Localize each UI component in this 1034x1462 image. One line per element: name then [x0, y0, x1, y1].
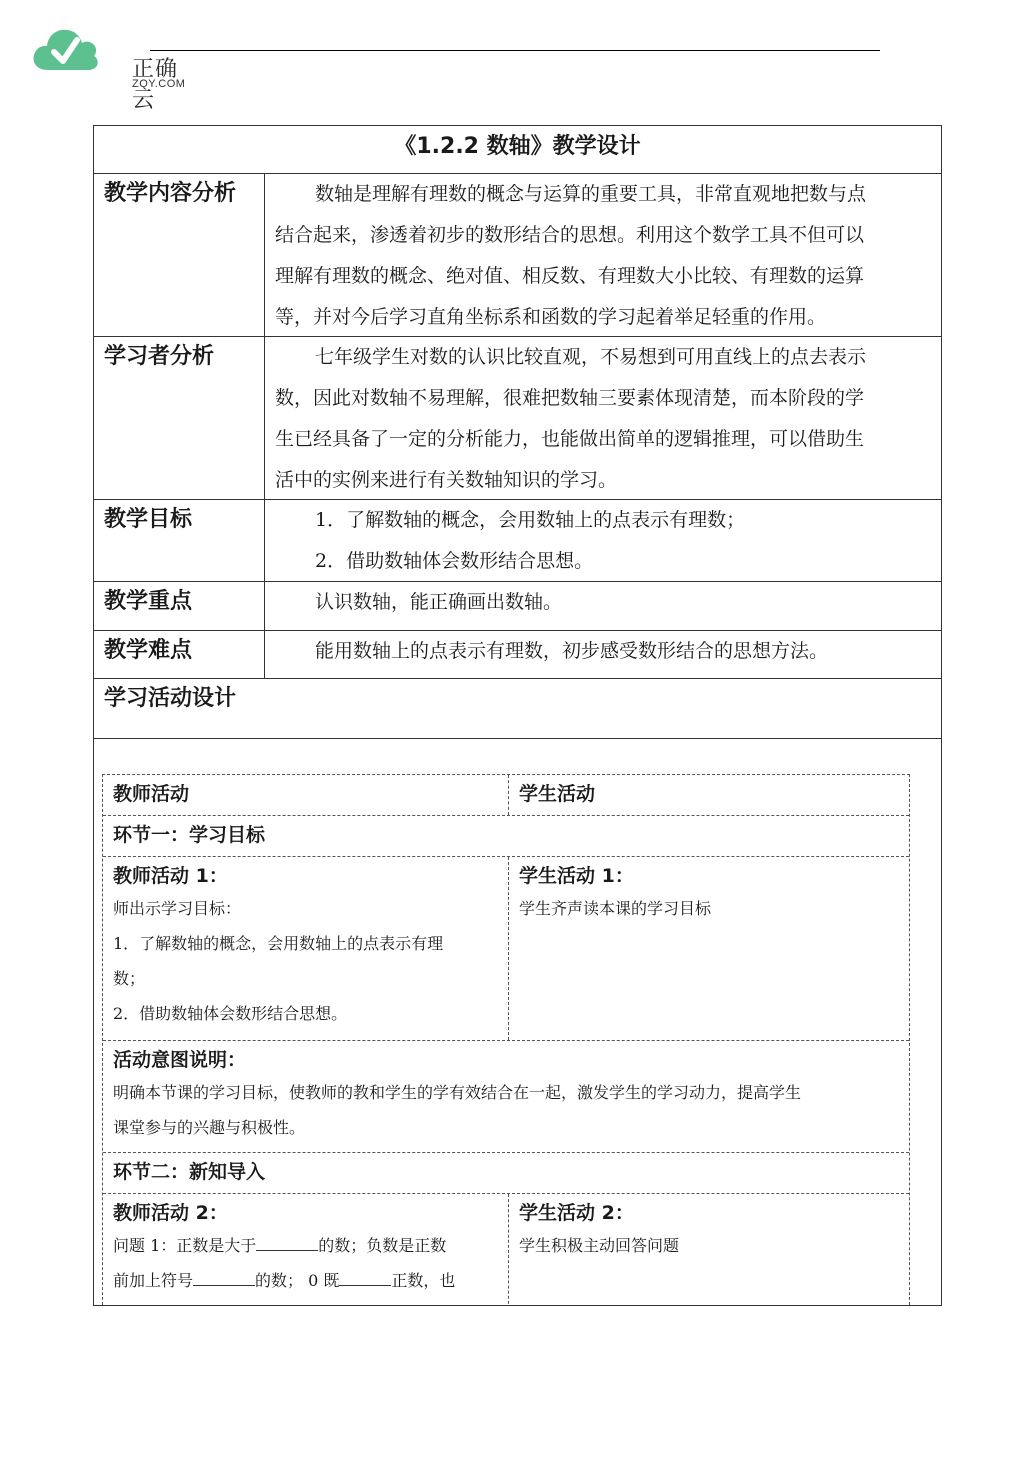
brand-logo — [30, 24, 186, 113]
stage-1-row — [103, 816, 909, 857]
answer-blank — [339, 1269, 391, 1286]
header-teacher: 教师活动 — [113, 783, 190, 805]
lesson-plan-table — [93, 125, 942, 1306]
label-activity-design: 学习活动设计 — [104, 686, 237, 711]
teacher-activity-2: 教师活动 2： 问题 1：正数是大于 的数；负数是正数 前加上符号 的数； 0 既 正数，也 — [103, 1194, 509, 1306]
intent-row: 活动意图说明： 明确本节课的学习目标，使教师的教和学生的学有效结合在一起，激发学生的学习动力，提高学生 课堂参与的兴趣与积极性。 — [103, 1041, 909, 1153]
teacher-activity-1: 教师活动 1： 师出示学习目标： 1．了解数轴的概念，会用数轴上的点表示有理 数； 2．借助数轴体会数形结合思想。 — [103, 857, 509, 1040]
label-content-analysis: 教学内容分析 — [94, 174, 265, 336]
content-analysis-text: 数轴是理解有理数的概念与运算的重要工具，非常直观地把数与点 结合起来，渗透着初步的数形结合的思想。利用这个数学工具不但可以 理解有理数的概念、绝对值、相反数、有理数大小比较、有理数的运算 等，并对今后学习直角坐标系和函数的学习起着举足轻重的作用。 — [275, 183, 867, 328]
intent-title: 活动意图说明： — [113, 1049, 247, 1071]
header-student: 学生活动 — [519, 783, 596, 805]
label-difficulties: 教学难点 — [94, 631, 265, 678]
activity-table-header — [103, 775, 909, 816]
stage-1-title: 环节一：学习目标 — [113, 824, 266, 846]
objectives-text: 1．了解数轴的概念，会用数轴上的点表示有理数； 2．借助数轴体会数形结合思想。 — [315, 509, 746, 572]
brand-name: 正确云 — [132, 57, 179, 113]
learner-analysis-text: 七年级学生对数的认识比较直观，不易想到可用直线上的点去表示 数，因此对数轴不易理解，很难把数轴三要素体现清楚，而本阶段的学 生已经具备了一定的分析能力，也能做出简单的逻辑推理，可以借助生 活中的实例来进行有关数轴知识的学习。 — [275, 346, 867, 491]
stage-2-row — [103, 1153, 909, 1194]
row-objectives — [94, 500, 941, 582]
row-difficulties — [94, 631, 941, 679]
brand-domain: ZQY.COM — [132, 78, 186, 90]
student-activity-2: 学生活动 2： 学生积极主动回答问题 — [519, 1202, 680, 1255]
key-points-text: 认识数轴，能正确画出数轴。 — [315, 591, 563, 613]
cloud-check-icon — [30, 24, 126, 74]
activity-2-row — [103, 1194, 909, 1306]
activity-table — [102, 774, 910, 1306]
answer-blank — [193, 1269, 255, 1286]
label-key-points: 教学重点 — [94, 582, 265, 630]
row-key-points — [94, 582, 941, 631]
answer-blank — [256, 1234, 318, 1251]
row-content-analysis — [94, 174, 941, 337]
row-learner-analysis — [94, 337, 941, 500]
document-title: 《1.2.2 数轴》教学设计 — [94, 126, 941, 174]
activity-1-row — [103, 857, 909, 1041]
stage-2-title: 环节二：新知导入 — [113, 1161, 266, 1183]
header-rule — [150, 50, 880, 51]
label-objectives: 教学目标 — [94, 500, 265, 581]
difficulties-text: 能用数轴上的点表示有理数，初步感受数形结合的思想方法。 — [315, 640, 829, 662]
student-activity-1: 学生活动 1： 学生齐声读本课的学习目标 — [519, 865, 712, 918]
row-activity-design — [94, 679, 941, 739]
label-learner-analysis: 学习者分析 — [94, 337, 265, 499]
